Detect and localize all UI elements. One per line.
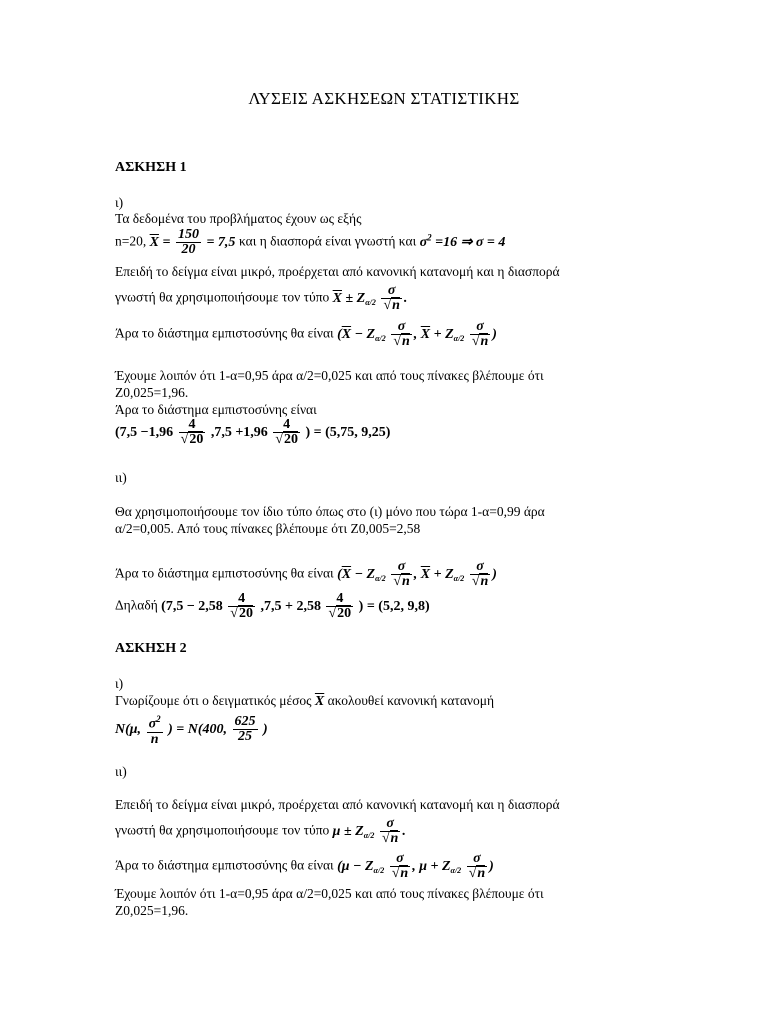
- formula-ci-result-2: (7,5 − 2,58 $\frac{4}{√20}$ ,7,5 + 2,58 $\frac{4}{√20}$ ) = (5,2, 9,8): [161, 591, 430, 621]
- ex1-line-8: Άρα το διάστημα εμπιστοσύνης είναι: [115, 402, 317, 417]
- ex1-line-2: [115, 228, 505, 257]
- ex1-line-6: Έχουμε λοιπόν ότι 1-α=0,95 άρα α/2=0,025 και από τους πίνακες βλέπουμε ότι: [115, 368, 544, 383]
- formula-sample-mean: $\overline{X}$: [314, 694, 325, 709]
- ex1-line-9: Θα χρησιμοποιήσουμε τον ίδιο τύπο όπως στο (ι) μόνο που τώρα 1-α=0,99 άρα: [115, 504, 545, 519]
- ex1-line-4-text: γνωστή θα χρησιμοποιήσουμε τον τύπο: [115, 289, 330, 305]
- formula-ci-interval-mu: ($\mu - Z_{\alpha/2}$ $\frac{\sigma}{√n}$ , $\mu + Z_{\alpha/2}$ $\frac{\sigma}{√n}$ ): [337, 851, 494, 881]
- ex2-line-3-text: γνωστή θα χρησιμοποιήσουμε τον τύπο: [115, 822, 330, 838]
- page-title: ΛΥΣΕΙΣ ΑΣΚΗΣΕΩΝ ΣΤΑΤΙΣΤΙΚΗΣ: [248, 89, 520, 108]
- formula-ci-interval: ($\overline{X} - Z_{\alpha/2}$ $\frac{\sigma}{√n}$ , $\overline{X} + Z_{\alpha/2}$ $\frac{\sigma}{√n}$ ): [337, 319, 497, 349]
- formula-xbar: $\overline{X}$ = $\frac{150}{20}$ = 7,5: [149, 227, 236, 257]
- ex1-line-11-text: Άρα το διάστημα εμπιστοσύνης θα είναι: [115, 565, 334, 581]
- ex2-line-1-post: ακολουθεί κανονική κατανομή: [327, 693, 495, 708]
- ex2-line-1: [115, 693, 494, 710]
- formula-normal-distribution: N(μ, $\frac{\sigma^2}{n}$ ) = N(400, $\frac{625}{25}$ ): [115, 713, 268, 747]
- ex1-part-ii-label: ιι): [115, 470, 127, 485]
- formula-ci-result-1: (7,5 −1,96 $\frac{4}{√20}$ ,7,5 +1,96 $\frac{4}{√20}$ ) = (5,75, 9,25): [115, 417, 391, 447]
- ex1-line-1: Τα δεδομένα του προβλήματος έχουν ως εξής: [115, 211, 362, 226]
- ex2-line-5: Έχουμε λοιπόν ότι 1-α=0,95 άρα α/2=0,025 και από τους πίνακες βλέπουμε ότι: [115, 886, 544, 901]
- ex1-part-i-label: ι): [115, 195, 124, 210]
- ex1-line-2-pre: n=20,: [115, 233, 147, 249]
- formula-ci-type: $\overline{X} \pm Z_{\alpha/2}$ $\frac{\sigma}{√n}$ .: [332, 283, 408, 313]
- ex1-line-4: [115, 284, 407, 313]
- formula-ci-interval-2: ($\overline{X} - Z_{\alpha/2}$ $\frac{\sigma}{√n}$ , $\overline{X} + Z_{\alpha/2}$ $\frac{\sigma}{√n}$ ): [337, 559, 497, 589]
- ex1-line-12-text: Δηλαδή: [115, 597, 158, 613]
- formula-variance: $\sigma^2 =16$ ⇒ σ = 4: [419, 232, 506, 250]
- ex2-part-i-label: ι): [115, 676, 124, 691]
- ex1-line-5: [115, 320, 497, 349]
- exercise-2-heading: ΑΣΚΗΣΗ 2: [115, 641, 187, 656]
- ex1-line-5-text: Άρα το διάστημα εμπιστοσύνης θα είναι: [115, 325, 334, 341]
- ex2-line-6: Z0,025=1,96.: [115, 903, 189, 918]
- ex1-line-12: [115, 592, 430, 621]
- ex1-line-10: α/2=0,005. Από τους πίνακες βλέπουμε ότι Z0,005=2,58: [115, 521, 421, 536]
- ex2-line-4: [115, 852, 494, 881]
- formula-ci-type-mu: $\mu \pm Z_{\alpha/2}$ $\frac{\sigma}{√n}$ .: [332, 816, 406, 846]
- ex1-line-7: Z0,025=1,96.: [115, 385, 189, 400]
- ex1-line-2-mid: και η διασπορά είναι γνωστή και: [238, 233, 417, 249]
- ex2-line-3: [115, 817, 406, 846]
- ex2-line-4-text: Άρα το διάστημα εμπιστοσύνης θα είναι: [115, 857, 334, 873]
- ex2-part-ii-label: ιι): [115, 764, 127, 779]
- ex2-line-1-pre: Γνωρίζουμε ότι ο δειγματικός μέσος: [115, 693, 312, 708]
- ex2-line-2: Επειδή το δείγμα είναι μικρό, προέρχεται από κανονική κατανομή και η διασπορά: [115, 797, 560, 812]
- exercise-1-heading: ΑΣΚΗΣΗ 1: [115, 160, 187, 175]
- ex1-line-3: Επειδή το δείγμα είναι μικρό, προέρχεται από κανονική κατανομή και η διασπορά: [115, 264, 560, 279]
- ex1-line-11: [115, 560, 497, 589]
